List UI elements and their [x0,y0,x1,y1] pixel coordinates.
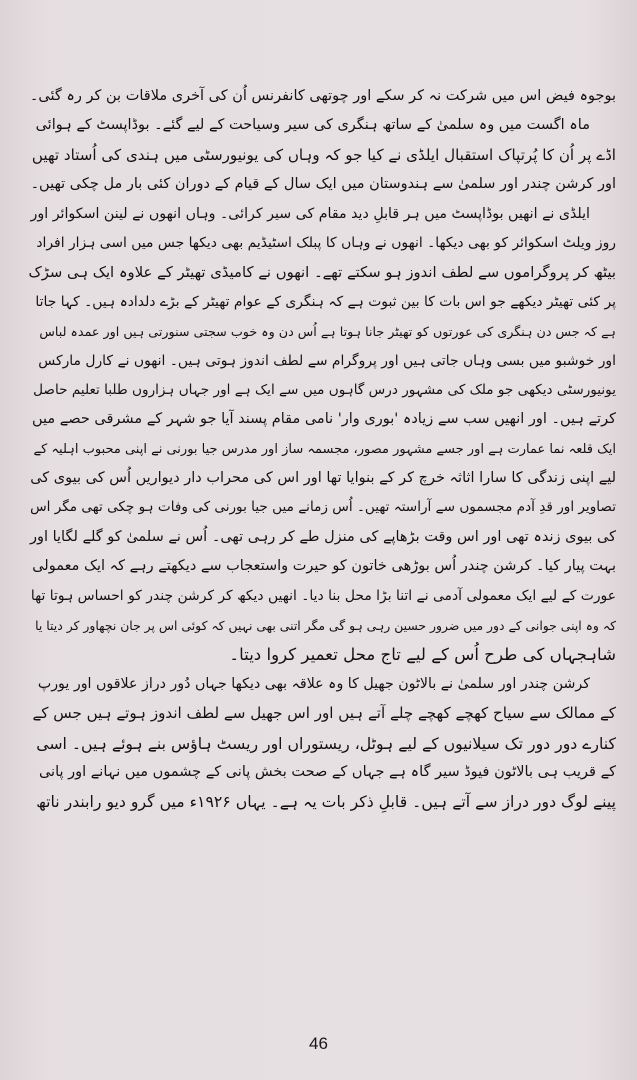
text-line: بوجوہ فیض اس میں شرکت نہ کر سکے اور چوتھی کانفرنس اُن کی آخری ملاقات بن کر رہ گئی۔ [29,88,616,104]
text-line: لیے اپنی زندگی کا سارا اثاثہ خرچ کر کے بنوایا تھا اور اس کی محراب دار دیواریں اُس کی بیوی کی [30,470,616,487]
text-line: اڈے پر اُن کا پُرتپاک استقبال ایلڈی نے کیا جو کہ وہاں کی یونیورسٹی میں ہندی کی اُستاد تھیں [31,145,616,164]
text-line: ایلڈی نے انھیں بوڈاپسٹ میں ہر قابلِ دید مقام کی سیر کرائی۔ وہاں انھوں نے لینن اسکوائر اور [30,205,590,222]
text-line: کی بیوی زندہ تھی اور اس وقت بڑھاپے کی منزل طے کر رہی تھی۔ اُس نے سلمیٰ کو گلے لگایا اور [29,528,616,545]
text-line: شاہجہاں کی طرح اُس کے لیے تاج محل تعمیر کروا دیتا۔ [229,645,616,665]
text-line: اور کرشن چندر اور سلمیٰ سے ہندوستان میں ایک سال کے قیام کے دوران کئی بار مل چکی تھیں۔ [30,176,616,193]
text-line: پینے لوگ دور دراز سے آتے ہیں۔ قابلِ ذکر بات یہ ہے۔ یہاں ۱۹۲۶ء میں گرو دیو رابندر ناتھ [36,792,616,812]
text-line: روز ویلٹ اسکوائر کو بھی دیکھا۔ انھوں نے وہاں کا پبلک اسٹیڈیم بھی دیکھا جس میں اسی ہزار افراد [36,234,616,251]
text-line: تصاویر اور قدِ آدم مجسموں سے آراستہ تھیں۔ اُس زمانے میں جیا بورنی کی وفات ہو چکی تھی مگر اس [30,499,616,516]
body-text [28,82,616,817]
page-number: 46 [309,1034,328,1053]
text-line: بیٹھ کر پروگراموں سے لطف اندوز ہو سکتے تھے۔ انھوں نے کامیڈی تھیٹر کے علاوہ ایک ہی سڑک [28,264,616,282]
text-line: ہے کہ جس دن ہنگری کی عورتوں کو تھیٹر جانا ہوتا ہے اُس دن وہ خوب سجتی سنورتی ہیں اور عمدہ لباس [39,324,616,340]
text-line: کرتے ہیں۔ اور انھیں سب سے زیادہ 'بوری وار' نامی مقام پسند آیا جو شہر کے مشرقی حصے میں [31,411,616,428]
text-line: کرشن چندر اور سلمیٰ نے بالاٹون جھیل کا وہ علاقہ بھی دیکھا جہاں دُور دراز علاقوں اور یورپ [37,675,590,692]
text-line: عورت کے لیے ایک معمولی آدمی نے اتنا بڑا محل بنا دیا۔ انھیں دیکھ کر کرشن چندر کو احساس ہوتا تھا [30,587,616,604]
text-line: ایک قلعہ نما عمارت ہے اور جسے مشہور مصور، مجسمہ ساز اور مدرس جیا بورنی نے اپنی محبوب اہلیہ کے [33,441,616,457]
text-line: کنارے دور دور تک سیلانیوں کے لیے ہوٹل، ریستوراں اور ریسٹ ہاؤس بنے ہوئے ہیں۔ اسی [36,733,616,753]
text-line: ماہ اگست میں وہ سلمیٰ کے ساتھ ہنگری کی سیر وسیاحت کے لیے گئے۔ بوڈاپسٹ کے ہوائی [35,117,590,134]
text-line: کے قریب ہی بالاٹون فیوڈ سیر گاہ ہے جہاں کے صحت بخش پانی کے چشموں میں نہانے اور پانی [38,763,616,780]
text-line: کے ممالک سے سیاح کھچے کھچے چلے آتے ہیں اور اس جھیل سے لطف اندوز ہوتے ہیں جس کے [32,704,616,723]
text-line: اور خوشبو میں بسی وہاں جاتی ہیں اور پروگرام سے لطف اندوز ہوتی ہیں۔ انھوں نے کارل مارکس [38,352,616,369]
text-line: یونیورسٹی دیکھی جو ملک کی مشہور درس گاہوں میں سے ایک ہے اور جہاں ہزاروں طلبا تعلیم حاصل [33,381,616,398]
text-line: بہت پیار کیا۔ کرشن چندر اُس بوڑھی خاتون کو حیرت واستعجاب سے دیکھتے رہے کہ ایک معمولی [32,558,616,575]
text-line: کہ وہ اپنی جوانی کے دور میں ضرور حسین رہی ہو گی مگر اتنی بھی نہیں کہ کوئی اس پر جان نچھاور کر دیتا یا [35,618,616,634]
text-line: پر کئی تھیٹر دیکھے جو اس بات کا بین ثبوت ہے کہ ہنگری کے عوام تھیٹر کے بڑے دلدادہ ہیں۔ کہا جاتا [35,293,616,310]
